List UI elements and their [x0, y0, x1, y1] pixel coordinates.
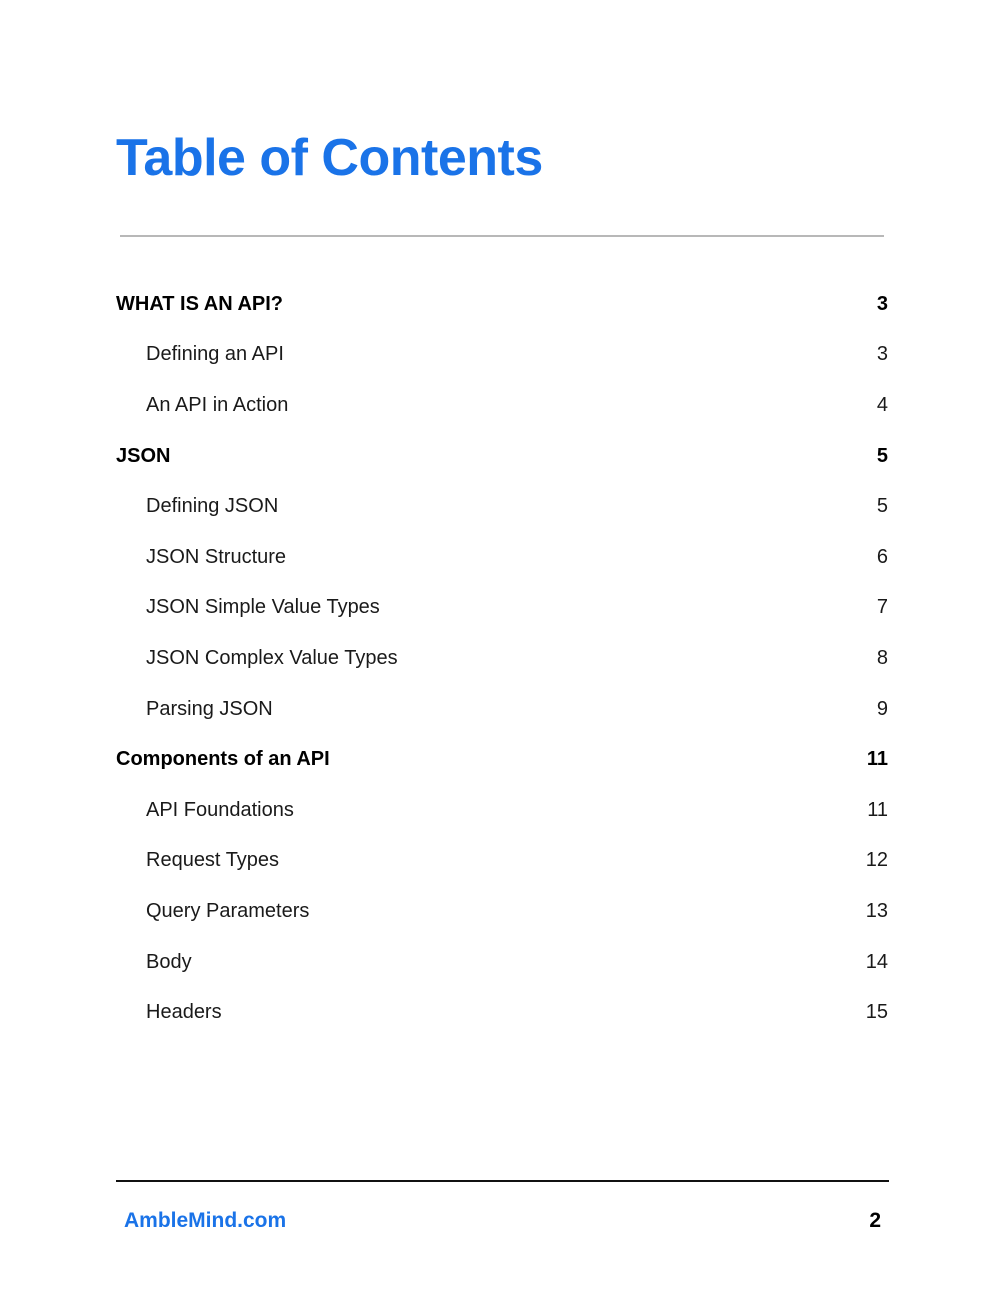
- toc-subsection-row[interactable]: [116, 785, 888, 836]
- toc-entry-page-number: 7: [876, 596, 888, 619]
- toc-subsection-row[interactable]: [116, 886, 888, 937]
- toc-entry-label: JSON Simple Value Types: [146, 596, 380, 619]
- toc-entry-page-number: 15: [865, 1001, 888, 1024]
- toc-subsection-row[interactable]: [116, 633, 888, 684]
- toc-entry-label: An API in Action: [146, 393, 289, 416]
- toc-entry-page-number: 3: [876, 292, 888, 315]
- toc-subsection-row[interactable]: [116, 937, 888, 988]
- toc-entry-page-number: 14: [865, 950, 888, 973]
- page-title: Table of Contents: [116, 129, 543, 187]
- toc-subsection-row[interactable]: [116, 481, 888, 532]
- toc-entry-label: Query Parameters: [146, 899, 310, 922]
- toc-subsection-row[interactable]: [116, 583, 888, 634]
- footer-page-number: 2: [869, 1209, 881, 1232]
- toc-entry-label: Parsing JSON: [146, 697, 273, 720]
- toc-entry-page-number: 8: [876, 646, 888, 669]
- toc-entry-page-number: 13: [865, 899, 888, 922]
- toc-subsection-row[interactable]: [116, 380, 888, 431]
- toc-subsection-row[interactable]: [116, 330, 888, 381]
- toc-section-row[interactable]: [116, 431, 888, 482]
- toc-entry-label: Components of an API: [116, 748, 330, 771]
- toc-entry-page-number: 12: [865, 849, 888, 872]
- footer-divider: [116, 1180, 889, 1182]
- toc-entry-label: Request Types: [146, 849, 280, 872]
- toc-section-row[interactable]: [116, 734, 888, 785]
- toc-entry-label: JSON Complex Value Types: [146, 646, 398, 669]
- toc-entry-label: WHAT IS AN API?: [116, 292, 284, 315]
- toc-subsection-row[interactable]: [116, 987, 888, 1038]
- toc-entry-label: Body: [146, 950, 192, 973]
- toc-entry-label: Defining JSON: [146, 495, 279, 518]
- toc-section-row[interactable]: [116, 279, 888, 330]
- toc-entry-label: JSON: [116, 444, 171, 467]
- toc-entry-page-number: 6: [876, 545, 888, 568]
- toc-entry-page-number: 11: [867, 798, 888, 821]
- footer-brand-link[interactable]: AmbleMind.com: [124, 1209, 287, 1232]
- toc-entry-label: Headers: [146, 1001, 222, 1024]
- toc-entry-page-number: 5: [876, 495, 888, 518]
- toc-entry-label: JSON Structure: [146, 545, 287, 568]
- toc-subsection-row[interactable]: [116, 532, 888, 583]
- toc-entry-page-number: 5: [876, 444, 888, 467]
- table-of-contents: [116, 279, 888, 1038]
- toc-subsection-row[interactable]: [116, 836, 888, 887]
- toc-entry-page-number: 11: [866, 748, 888, 771]
- toc-entry-page-number: 9: [876, 697, 888, 720]
- toc-entry-label: API Foundations: [146, 798, 294, 821]
- title-divider: [120, 235, 884, 237]
- toc-entry-page-number: 3: [876, 343, 888, 366]
- toc-entry-label: Defining an API: [146, 343, 284, 366]
- toc-entry-page-number: 4: [876, 393, 888, 416]
- toc-subsection-row[interactable]: [116, 684, 888, 735]
